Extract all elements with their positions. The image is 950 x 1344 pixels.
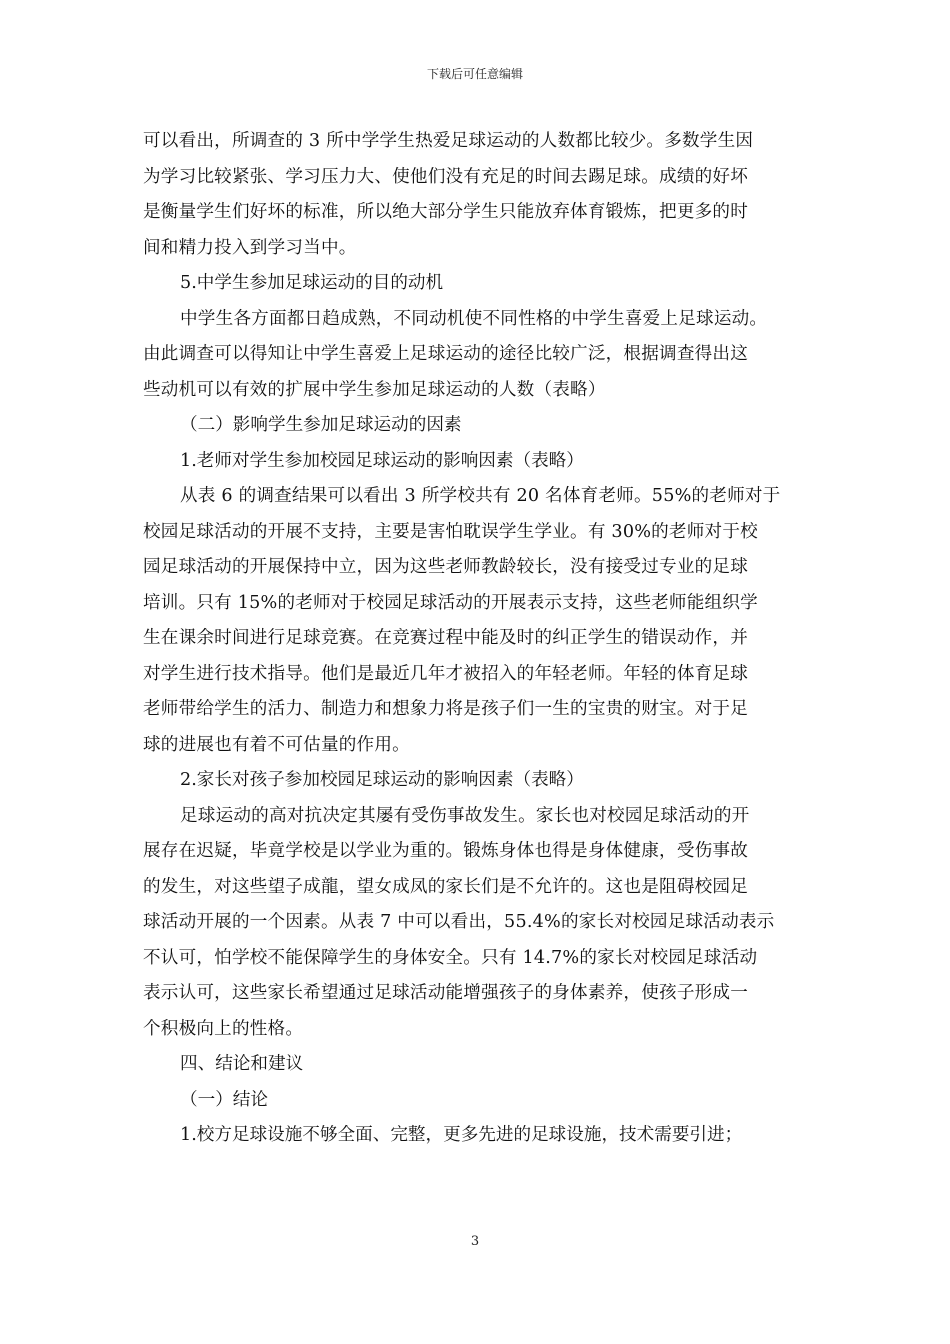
section-heading: （二）影响学生参加足球运动的因素 [180,415,462,435]
paragraph-line: 表示认可，这些家长希望通过足球活动能增强孩子的身体素养，使孩子形成一 [143,983,748,1003]
paragraph-line: 些动机可以有效的扩展中学生参加足球运动的人数（表略） [143,379,606,400]
paragraph-line: 是衡量学生们好坏的标准，所以绝大部分学生只能放弃体育锻炼，把更多的时 [143,202,748,222]
paragraph-line: 老师带给学生的活力、制造力和想象力将是孩子们一生的宝贵的财宝。对于足 [143,699,748,719]
paragraph-line: 可以看出，所调查的 3 所中学学生热爱足球运动的人数都比较少。多数学生因 [143,131,754,151]
section-heading: 1.校方足球设施不够全面、完整，更多先进的足球设施，技术需要引进； [180,1125,743,1145]
section-heading: 1.老师对学生参加校园足球运动的影响因素（表略） [180,450,584,471]
paragraph-line: 不认可，怕学校不能保障学生的身体安全。只有 14.7%的家长对校园足球活动 [143,947,758,968]
paragraph-line: 球活动开展的一个因素。从表 7 中可以看出，55.4%的家长对校园足球活动表示 [143,912,775,932]
paragraph [143,479,809,763]
paragraph-line: 的发生，对这些望子成龍，望女成凤的家长们是不允许的。这也是阻碍校园足 [143,876,748,897]
paragraph-line: 间和精力投入到学习当中。 [143,237,357,258]
paragraph-line: 个积极向上的性格。 [143,1018,304,1039]
paragraph-line: 展存在迟疑，毕竟学校是以学业为重的。锻炼身体也得是身体健康，受伤事故 [143,841,748,861]
page-number: 3 [470,1234,480,1249]
paragraph-line: 足球运动的高对抗决定其屡有受伤事故发生。家长也对校园足球活动的开 [180,805,750,826]
section-heading: 2.家长对孩子参加校园足球运动的影响因素（表略） [180,770,584,790]
paragraph-line: 从表 6 的调查结果可以看出 3 所学校共有 20 名体育老师。55%的老师对于 [180,486,781,506]
section-heading: 四、结论和建议 [180,1054,304,1074]
section-heading: 5.中学生参加足球运动的目的动机 [180,273,444,293]
paragraph-line: 培训。只有 15%的老师对于校园足球活动的开展表示支持，这些老师能组织学 [143,592,758,613]
paragraph [143,799,809,1048]
document-body [143,124,809,1154]
paragraph-line: 对学生进行技术指导。他们是最近几年才被招入的年轻老师。年轻的体育足球 [143,663,748,684]
section-heading: （一）结论 [180,1089,268,1110]
paragraph-line: 园足球活动的开展保持中立，因为这些老师教龄较长，没有接受过专业的足球 [143,557,748,577]
page-header: 下载后可任意编辑 [426,67,523,81]
paragraph-line: 球的进展也有着不可估量的作用。 [143,734,410,755]
paragraph [143,302,809,409]
paragraph-line: 校园足球活动的开展不支持，主要是害怕耽误学生学业。有 30%的老师对于校 [143,521,758,542]
paragraph-line: 中学生各方面都日趋成熟，不同动机使不同性格的中学生喜爱上足球运动。 [180,308,768,329]
paragraph-line: 为学习比较紧张、学习压力大、使他们没有充足的时间去踢足球。成绩的好坏 [143,166,748,187]
paragraph-line: 由此调查可以得知让中学生喜爱上足球运动的途径比较广泛，根据调查得出这 [143,344,748,364]
paragraph [143,124,809,266]
paragraph-line: 生在课余时间进行足球竞赛。在竞赛过程中能及时的纠正学生的错误动作，并 [143,628,748,648]
